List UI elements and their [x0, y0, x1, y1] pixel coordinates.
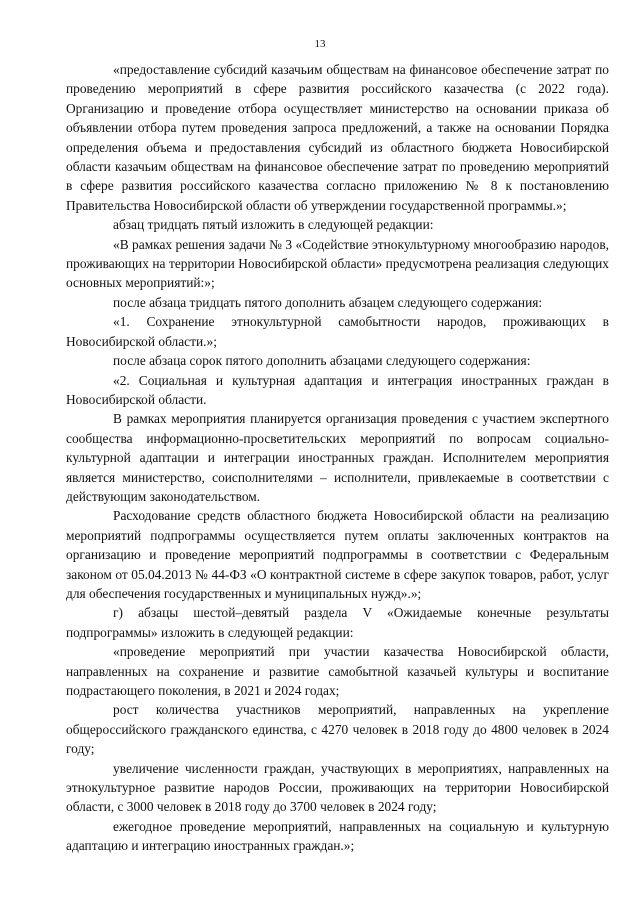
paragraph-measure-2: «2. Социальная и культурная адаптация и интеграция иностранных граждан в Новосибирской области. — [66, 372, 609, 407]
paragraph-task-3-quote: «В рамках решения задачи № 3 «Содействие этнокультурному многообразию народов, проживающих на территории Новосибирской области» предусмотрена реализация следующих основных мероприятий:»; — [66, 236, 609, 291]
paragraph-measure-2-description: В рамках мероприятия планируется организация проведения с участием экспертного сообщества информационно-просветительских мероприятий по вопросам социально-культурной адаптации и интеграции иностранных граждан. Исполнителем мероприятия является министерство, соисполнителями – исполнители, привлекаемые в соответствии с действующим законодательством. — [66, 411, 609, 504]
paragraph-result-participants: рост количества участников мероприятий, направленных на укрепление общероссийского гражданского единства, с 4270 человек в 2018 году до 4800 человек в 2024 году; — [66, 702, 609, 757]
paragraph-section-5-amend: г) абзацы шестой–девятый раздела V «Ожидаемые конечные результаты подпрограммы» изложить в следующей редакции: — [66, 605, 609, 640]
paragraph-subsidies-quote: «предоставление субсидий казачьим обществам на финансовое обеспечение затрат по проведению мероприятий в сфере развития российского казачества (с 2022 года). Организацию и проведение отбора осуществляет министерство на основании приказа об объявлении отбора путем проведения запроса предложений, а также на основании Порядка определения объема и предоставления субсидий из областного бюджета Новосибирской области казачьим обществам на финансовое обеспечение затрат по проведению мероприятий в сфере развития российского казачества согласно приложению № 8 к постановлению Правительства Новосибирской области об утверждении государственной программы.»; — [66, 62, 609, 213]
page-number: 13 — [314, 38, 326, 50]
paragraph-result-cossack-events: «проведение мероприятий при участии казачества Новосибирской области, направленных на сохранение и развитие самобытной казачьей культуры и воспитание подрастающего поколения, в 2021 и 2024 годах; — [66, 644, 609, 698]
paragraph-measure-1: «1. Сохранение этнокультурной самобытности народов, проживающих в Новосибирской области.»; — [66, 314, 609, 349]
document-body — [66, 60, 609, 856]
paragraph-after-35: после абзаца тридцать пятого дополнить абзацем следующего содержания: — [113, 294, 543, 310]
paragraph-after-45: после абзаца сорок пятого дополнить абзацами следующего содержания: — [113, 353, 531, 369]
paragraph-amend-35: абзац тридцать пятый изложить в следующей редакции: — [113, 217, 434, 233]
paragraph-budget-spending: Расходование средств областного бюджета Новосибирской области на реализацию мероприятий подпрограммы осуществляется путем оплаты заключенных контрактов на организацию и проведение мероприятий подпрограммы в соответствии с Федеральным законом от 05.04.2013 № 44-ФЗ «О контрактной системе в сфере закупок товаров, работ, услуг для обеспечения государственных и муниципальных нужд».»; — [66, 508, 609, 601]
paragraph-result-adaptation: ежегодное проведение мероприятий, направленных на социальную и культурную адаптацию и интеграцию иностранных граждан.»; — [66, 818, 609, 854]
paragraph-result-ethnocultural: увеличение численности граждан, участвующих в мероприятиях, направленных на этнокультурное развитие народов России, проживающих на территории Новосибирской области, с 3000 человек в 2018 году до 3700 человек в 2024 году; — [66, 760, 609, 815]
